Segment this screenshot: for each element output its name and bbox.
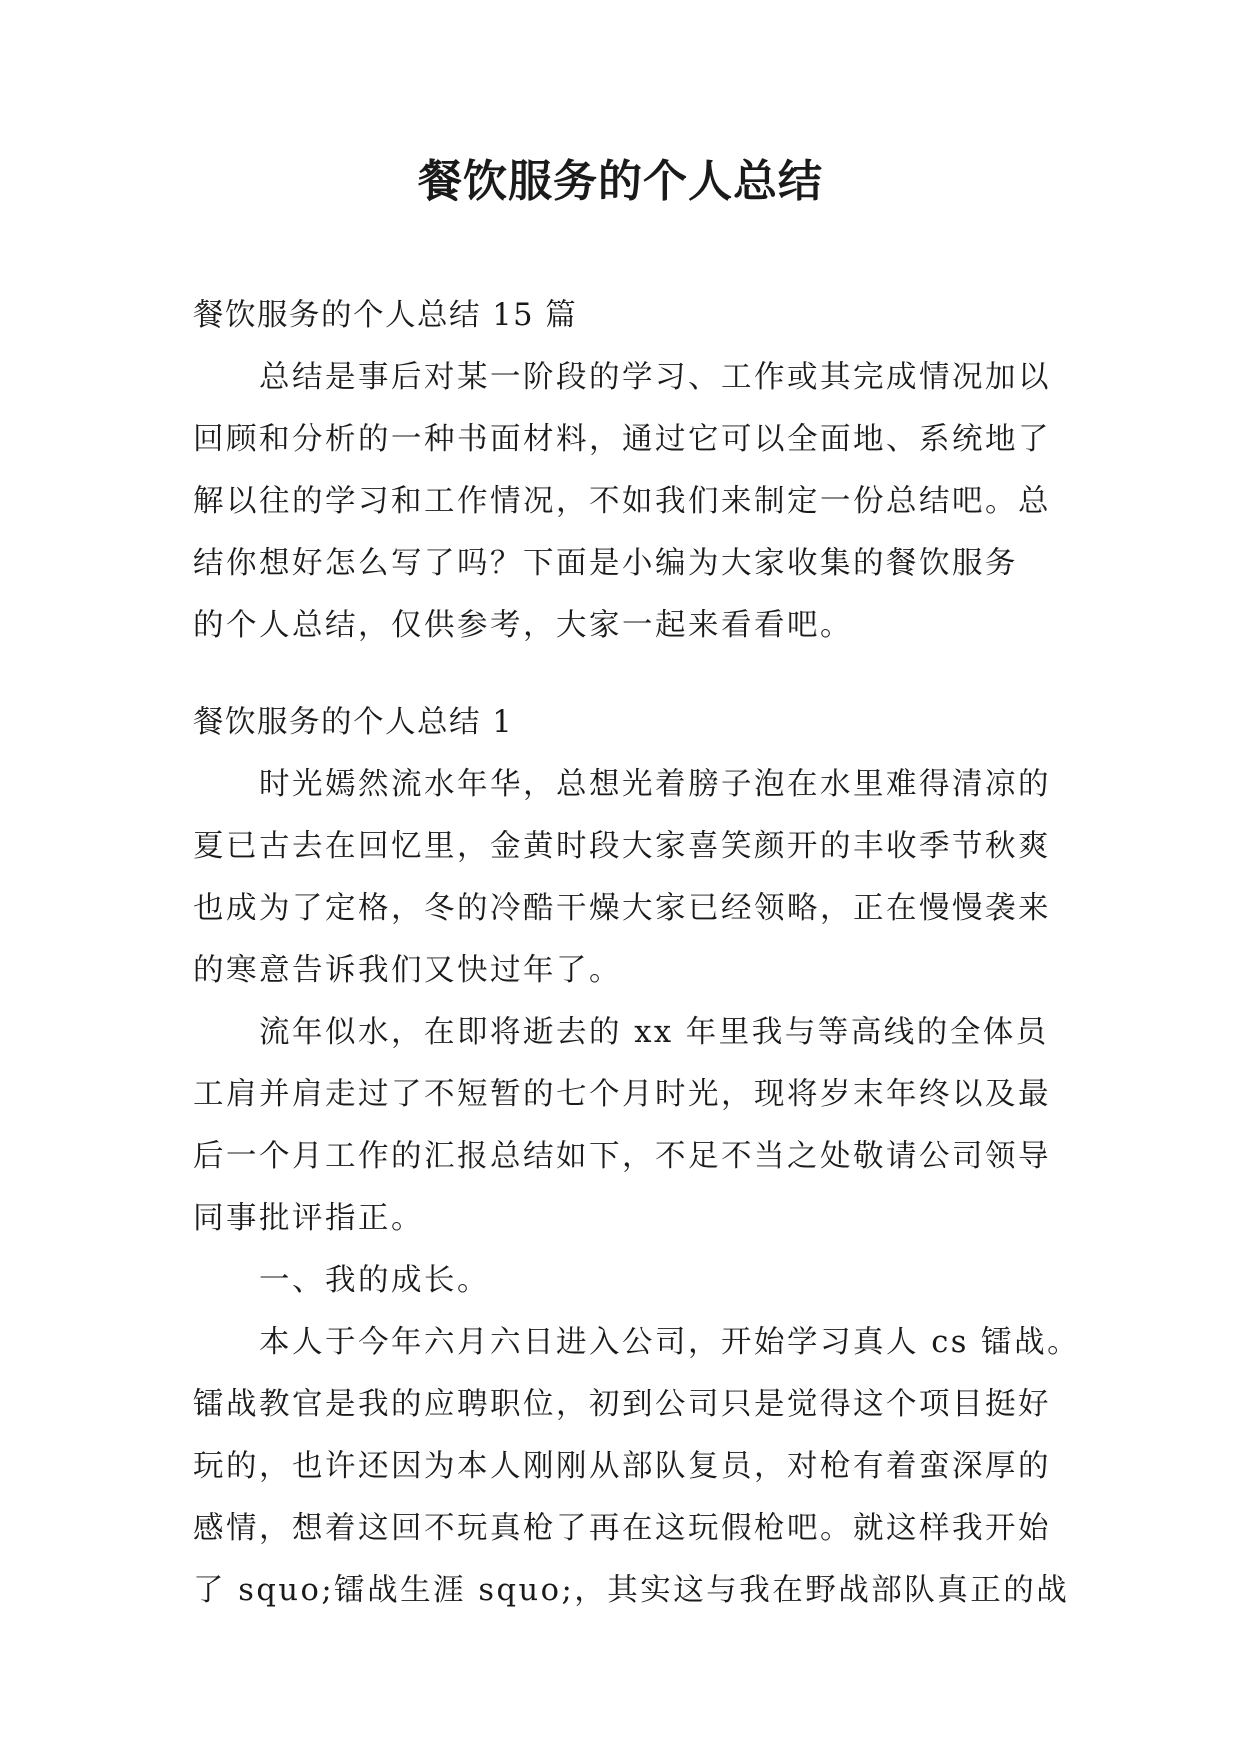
intro-line: 结你想好怎么写了吗？下面是小编为大家收集的餐饮服务 <box>193 546 1018 581</box>
list-item-heading: 一、我的成长。 <box>259 1263 490 1298</box>
intro-line: 回顾和分析的一种书面材料，通过它可以全面地、系统地了 <box>193 422 1051 457</box>
paragraph-line: 同事批评指正。 <box>193 1201 424 1236</box>
document-body <box>193 285 1081 1622</box>
intro-line: 的个人总结，仅供参考，大家一起来看看吧。 <box>193 608 853 643</box>
paragraph-line: 镭战教官是我的应聘职位，初到公司只是觉得这个项目挺好 <box>193 1387 1051 1422</box>
paragraph-line: 时光嫣然流水年华，总想光着膀子泡在水里难得清凉的 <box>259 767 1051 802</box>
paragraph-line: 本人于今年六月六日进入公司，开始学习真人 cs 镭战。 <box>259 1325 1081 1360</box>
paragraph-line: 夏已古去在回忆里，金黄时段大家喜笑颜开的丰收季节秋爽 <box>193 829 1051 864</box>
paragraph-line: 工肩并肩走过了不短暂的七个月时光，现将岁末年终以及最 <box>193 1077 1051 1112</box>
paragraph-line: 也成为了定格，冬的冷酷干燥大家已经领略，正在慢慢袭来 <box>193 891 1051 926</box>
subtitle: 餐饮服务的个人总结 15 篇 <box>193 298 578 333</box>
section-heading: 餐饮服务的个人总结 1 <box>193 705 514 740</box>
paragraph-line: 玩的，也许还因为本人刚刚从部队复员，对枪有着蛮深厚的 <box>193 1449 1051 1484</box>
paragraph-line: 流年似水，在即将逝去的 xx 年里我与等高线的全体员 <box>259 1015 1049 1050</box>
paragraph-line: 感情，想着这回不玩真枪了再在这玩假枪吧。就这样我开始 <box>193 1511 1051 1546</box>
intro-line: 解以往的学习和工作情况，不如我们来制定一份总结吧。总 <box>193 484 1051 519</box>
intro-line: 总结是事后对某一阶段的学习、工作或其完成情况加以 <box>259 360 1051 395</box>
paragraph-line: 了 squo;镭战生涯 squo;，其实这与我在野战部队真正的战 <box>193 1573 1070 1608</box>
paragraph-line: 后一个月工作的汇报总结如下，不足不当之处敬请公司领导 <box>193 1139 1051 1174</box>
paragraph-line: 的寒意告诉我们又快过年了。 <box>193 953 622 988</box>
document-title: 餐饮服务的个人总结 <box>418 156 823 207</box>
